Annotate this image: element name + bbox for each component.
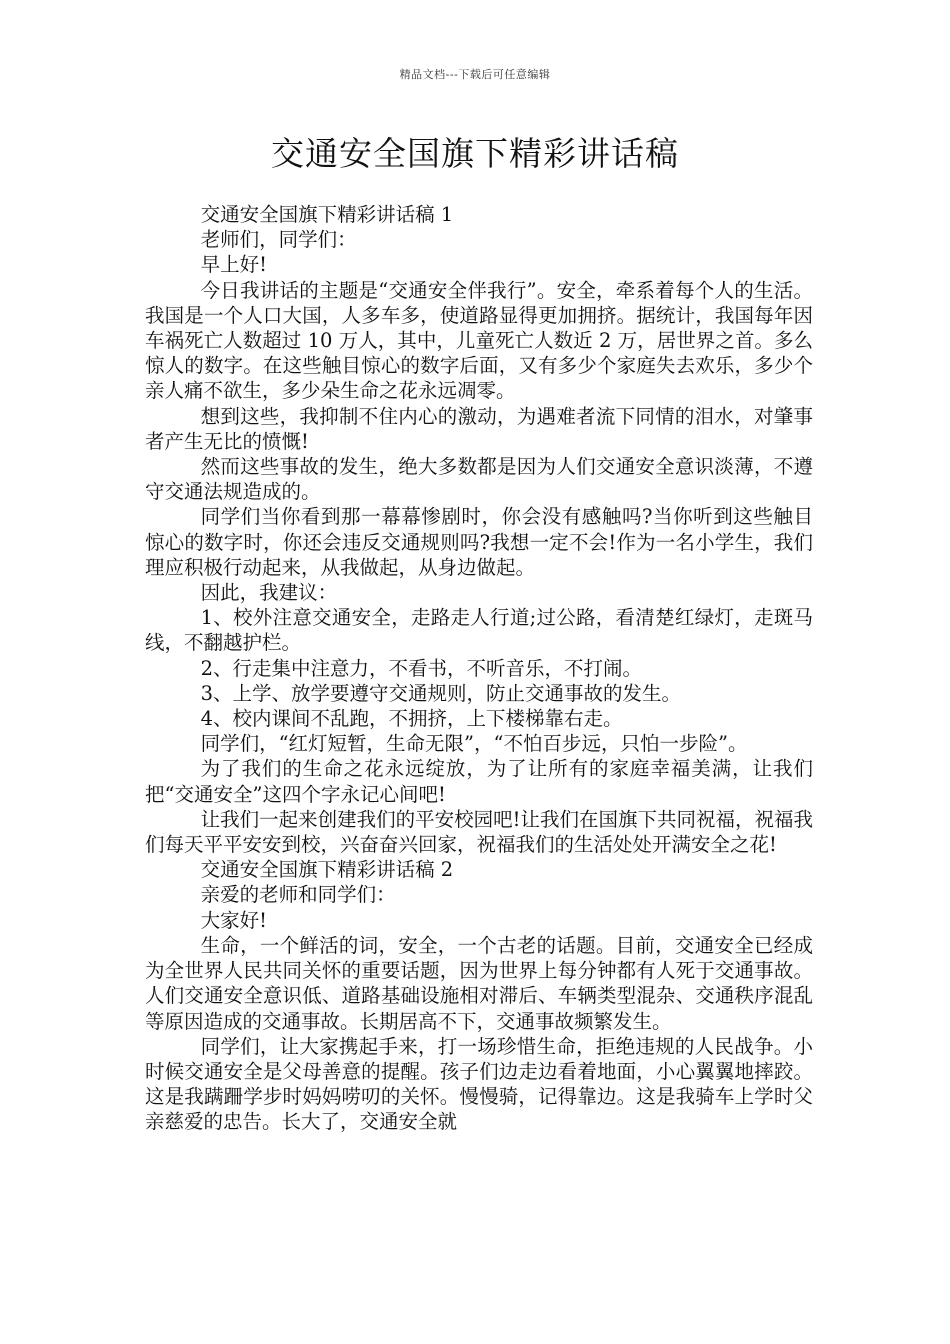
paragraph: 同学们，“红灯短暂，生命无限”，“不怕百步远，只怕一步险”。	[200, 732, 748, 756]
header-note: 精品文档---下载后可任意编辑	[399, 68, 551, 81]
document-title: 交通安全国旗下精彩讲话稿	[271, 134, 679, 173]
list-item: 4、校内课间不乱跑，不拥挤，上下楼梯靠右走。	[200, 707, 623, 731]
section-heading-1: 交通安全国旗下精彩讲话稿 1	[200, 203, 454, 226]
paragraph: 为了我们的生命之花永远绽放，为了让所有的家庭幸福美满，让我们把“交通安全”这四个字永记心间吧!	[145, 757, 813, 806]
section-heading-2: 交通安全国旗下精彩讲话稿 2	[200, 858, 454, 882]
paragraph: 想到这些，我抑制不住内心的激动，为遇难者流下同情的泪水，对肇事者产生无比的愤慨!	[145, 404, 813, 453]
paragraph: 生命，一个鲜活的词，安全，一个古老的话题。目前，交通安全已经成为全世界人民共同关怀的重要话题，因为世界上每分钟都有人死于交通事故。人们交通安全意识低、道路基础设施相对滞后、车辆类型混杂、交通秩序混乱等原因造成的交通事故。长期居高不下，交通事故频繁发生。	[145, 933, 813, 1033]
paragraph: 同学们，让大家携起手来，打一场珍惜生命，拒绝违规的人民战争。小时候交通安全是父母善意的提醒。孩子们边走边看着地面，小心翼翼地摔跤。这是我蹒跚学步时妈妈唠叨的关怀。慢慢骑，记得靠边。这是我骑车上学时父亲慈爱的忠告。长大了，交通安全就	[145, 1034, 813, 1134]
paragraph: 然而这些事故的发生，绝大多数都是因为人们交通安全意识淡薄，不遵守交通法规造成的。	[145, 455, 813, 504]
paragraph: 因此，我建议：	[200, 581, 338, 605]
paragraph: 同学们当你看到那一幕幕惨剧时，你会没有感触吗?当你听到这些触目惊心的数字时，你还会违反交通规则吗?我想一定不会!作为一名小学生，我们理应积极行动起来，从我做起，从身边做起。	[145, 505, 813, 579]
paragraph: 让我们一起来创建我们的平安校园吧!让我们在国旗下共同祝福，祝福我们每天平平安安到校，兴奋奋兴回家，祝福我们的生活处处开满安全之花!	[145, 807, 813, 857]
paragraph: 今日我讲话的主题是“交通安全伴我行”。安全，牵系着每个人的生活。我国是一个人口大国，人多车多，使道路显得更加拥挤。据统计，我国每年因车祸死亡人数超过 10 万人，其中，儿童死亡人数近 2 万，居世界之首。多么惊人的数字。在这些触目惊心的数字后面，又有多少个家庭失去欢乐，多少个亲人痛不欲生，多少朵生命之花永远凋零。	[145, 278, 813, 403]
greeting: 大家好!	[200, 908, 267, 932]
salutation: 亲爱的老师和同学们：	[200, 883, 396, 907]
greeting: 早上好!	[200, 253, 267, 277]
list-item: 2、行走集中注意力，不看书，不听音乐，不打闹。	[200, 656, 642, 680]
list-item: 1、校外注意交通安全，走路走人行道;过公路，看清楚红绿灯，走斑马线，不翻越护栏。	[145, 606, 813, 655]
salutation: 老师们，同学们：	[200, 228, 357, 252]
document-body	[145, 202, 813, 1135]
list-item: 3、上学、放学要遵守交通规则，防止交通事故的发生。	[200, 681, 681, 705]
